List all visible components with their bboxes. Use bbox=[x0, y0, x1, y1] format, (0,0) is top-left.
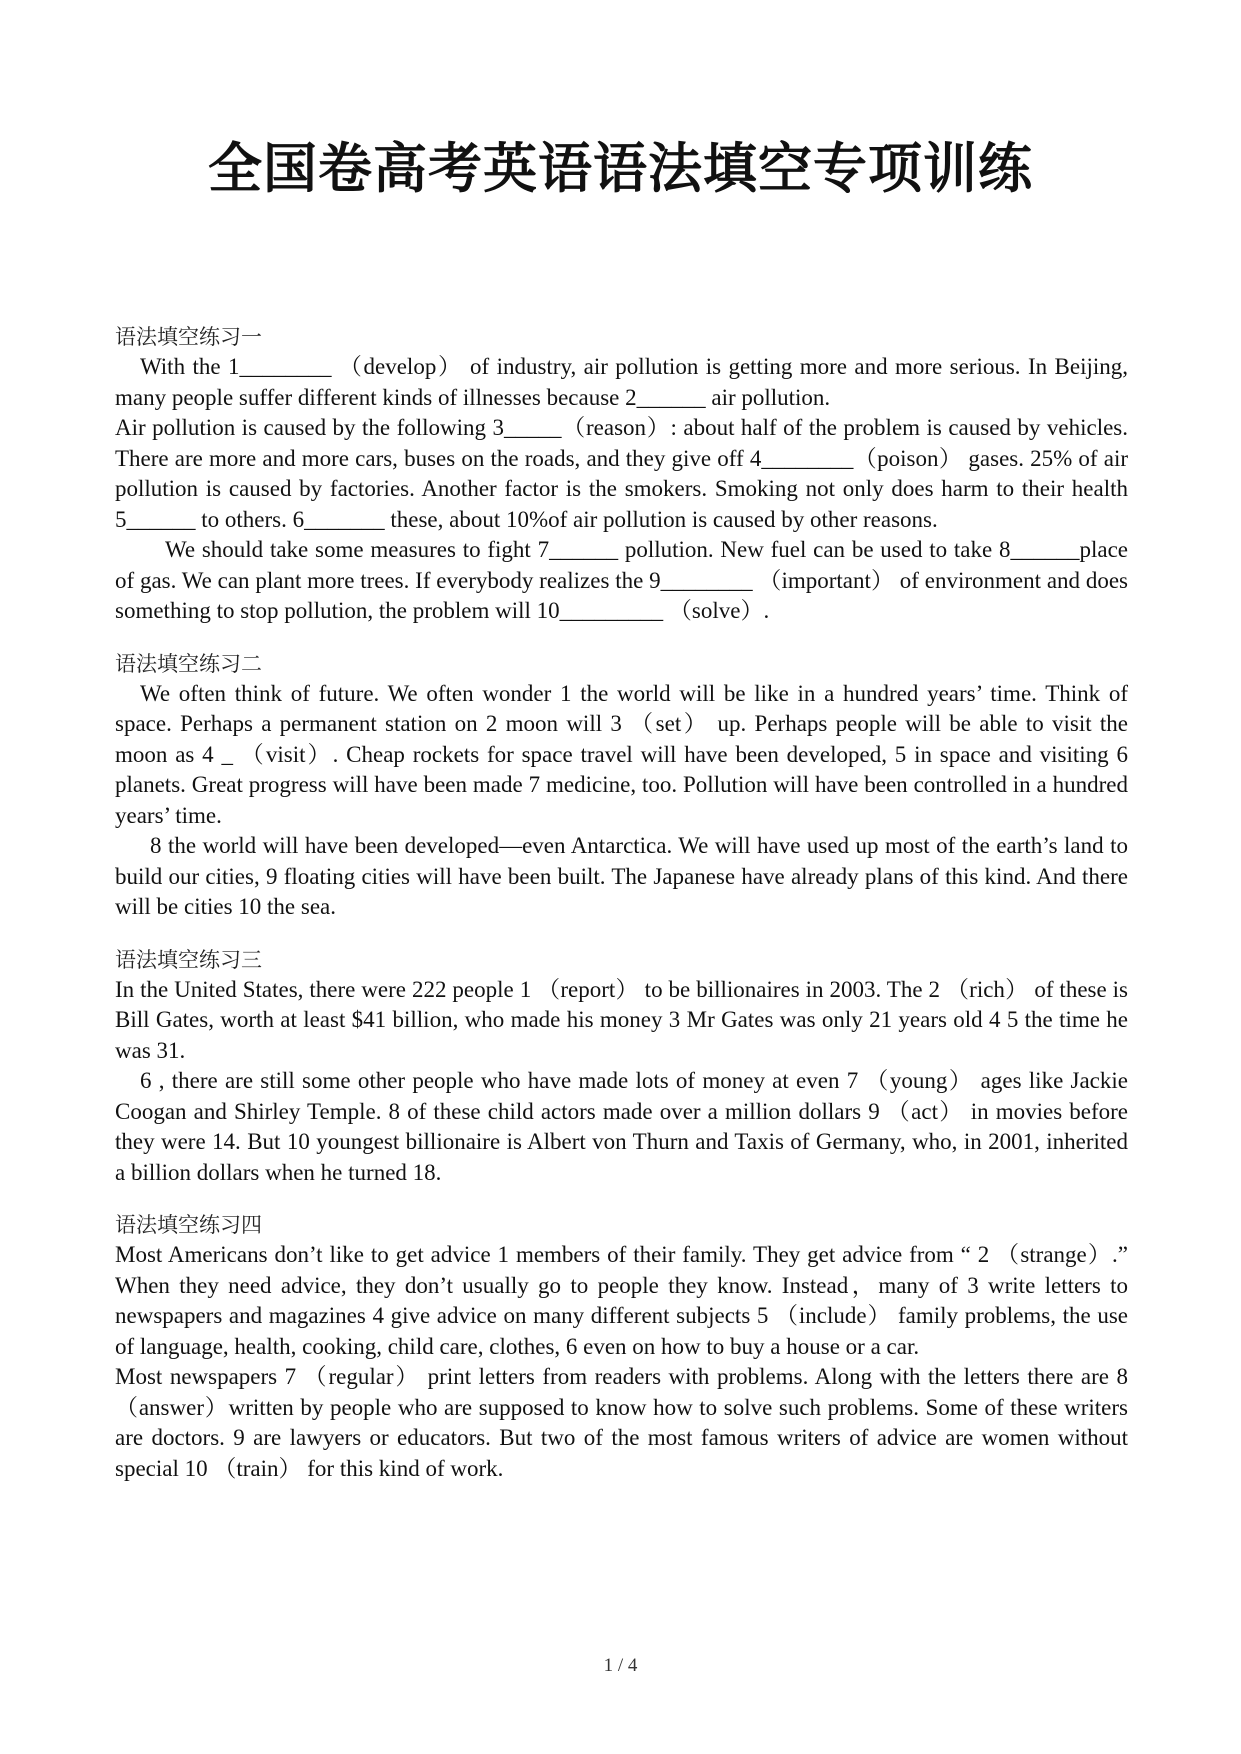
exercise-paragraph: We often think of future. We often wonder 1 the world will be like in a hundred years’ time. Think of space. Perhaps a permanent station on 2 moon will 3 （set） up. Perhaps people will be able to visit the moon as 4 _ （visit）. Cheap rockets for space travel will have been developed, 5 in space and visiting 6 planets. Great progress will have been made 7 medicine, too. Pollution will have been controlled in a hundred years’ time. bbox=[115, 680, 1128, 828]
exercise-paragraph: Air pollution is caused by the following 3_____（reason）: about half of the problem is caused by vehicles. There are more and more cars, buses on the roads, and they give off 4________（poison） gases. 25% of air pollution is caused by factories. Another factor is the smokers. Smoking not only does harm to their health 5______ to others. 6_______ these, about 10%of air pollution is caused by other reasons. bbox=[115, 415, 1128, 532]
exercise-section-2 bbox=[115, 649, 1128, 923]
document-body bbox=[115, 322, 1128, 1506]
exercise-paragraph: Most Americans don’t like to get advice 1 members of their family. They get advice from “ 2 （strange）.” When they need advice, they don’t usually go to people they know. Instead，many of 3 write letters to newspapers and magazines 4 give advice on many different subjects 5 （include） family problems, the use of language, health, cooking, child care, clothes, 6 even on how to buy a house or a car. bbox=[115, 1242, 1128, 1359]
exercise-paragraph: 6 , there are still some other people who have made lots of money at even 7 （young） ages like Jackie Coogan and Shirley Temple. 8 of these child actors made over a million dollars 9 （act） in movies before they were 14. But 10 youngest billionaire is Albert von Thurn and Taxis of Germany, who, in 2001, inherited a billion dollars when he turned 18. bbox=[115, 1068, 1128, 1185]
page-number: 1 / 4 bbox=[603, 1655, 638, 1676]
exercise-paragraph: We should take some measures to fight 7______ pollution. New fuel can be used to take 8______place of gas. We can plant more trees. If everybody realizes the 9________ （important） of environment and does something to stop pollution, the problem will 10_________ （solve）. bbox=[115, 537, 1128, 623]
exercise-section-3 bbox=[115, 945, 1128, 1189]
exercise-section-4 bbox=[115, 1210, 1128, 1484]
exercise-heading: 语法填空练习三 bbox=[115, 947, 262, 972]
exercise-paragraph: 8 the world will have been developed—even Antarctica. We will have used up most of the earth’s land to build our cities, 9 floating cities will have been built. The Japanese have already plans of this kind. And there will be cities 10 the sea. bbox=[115, 833, 1128, 919]
exercise-section-1 bbox=[115, 322, 1128, 627]
exercise-paragraph: In the United States, there were 222 people 1 （report） to be billionaires in 2003. The 2 （rich） of these is Bill Gates, worth at least $41 billion, who made his money 3 Mr Gates was only 21 years old 4 5 the time he was 31. bbox=[115, 976, 1128, 1063]
exercise-paragraph: With the 1________ （develop） of industry, air pollution is getting more and more serious. In Beijing, many people suffer different kinds of illnesses because 2______ air pollution. bbox=[115, 354, 1128, 410]
exercise-paragraph: Most newspapers 7 （regular） print letters from readers with problems. Along with the letters there are 8 （answer）written by people who are supposed to know how to solve such problems. Some of these writers are doctors. 9 are lawyers or educators. But two of the most famous writers of advice are women without special 10 （train） for this kind of work. bbox=[115, 1364, 1128, 1481]
exercise-heading: 语法填空练习二 bbox=[115, 651, 262, 676]
exercise-heading: 语法填空练习四 bbox=[115, 1213, 262, 1237]
exercise-heading: 语法填空练习一 bbox=[115, 325, 262, 349]
page-title: 全国卷高考英语语法填空专项训练 bbox=[208, 137, 1033, 200]
